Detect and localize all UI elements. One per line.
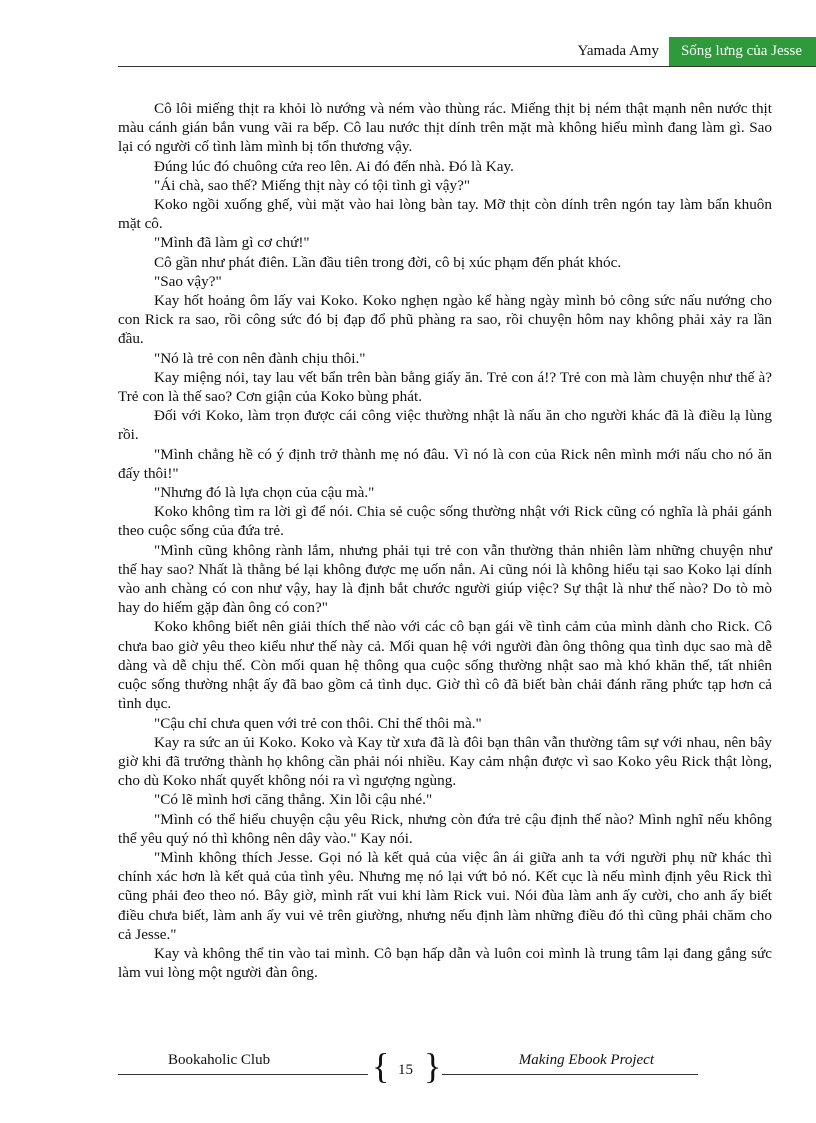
header-divider — [118, 66, 816, 67]
page-header — [578, 37, 816, 66]
paragraph: "Ái chà, sao thế? Miếng thịt này có tội tình gì vậy?" — [154, 176, 471, 194]
footer-project-name: Making Ebook Project — [518, 1052, 654, 1068]
paragraph: Koko ngồi xuống ghế, vùi mặt vào hai lòng bàn tay. Mỡ thịt còn dính trên ngón tay làm bẩn khuôn mặt cô. — [118, 196, 772, 233]
footer-divider-left — [118, 1074, 368, 1075]
paragraph: Cô lôi miếng thịt ra khỏi lò nướng và ném vào thùng rác. Miếng thịt bị ném thật mạnh nên nước thịt màu cánh gián bắn vung vãi ra bếp. Cô lau nước thịt dính trên mặt mà không hiểu mình đang làm gì. Sao lại có người cố tình làm mình bị tổn thương vậy. — [118, 100, 772, 156]
footer-brace-right: } — [424, 1046, 442, 1086]
paragraph: Cô gần như phát điên. Lần đầu tiên trong đời, cô bị xúc phạm đến phát khóc. — [154, 253, 622, 271]
header-author: Yamada Amy — [577, 43, 659, 59]
paragraph: "Mình không thích Jesse. Gọi nó là kết quả của việc ân ái giữa anh ta với người phụ nữ khác thì chính xác hơn là kết quả của tình yêu. Nhưng mẹ nó lại vứt bỏ nó. Kết cục là nếu mình định yêu Rick thì cũng phải đeo theo nó. Bây giờ, mình rất vui khi làm Rick vui. Nói đùa làm anh ấy cười, cho anh ấy biết điều chưa biết, làm anh ấy vui vẻ trên giường, nhưng nếu định làm những điều đó thì cũng phải chăm cho cả Jesse." — [118, 848, 772, 943]
footer-divider-right — [442, 1074, 698, 1075]
footer-club-name: Bookaholic Club — [168, 1052, 271, 1068]
paragraph: "Có lẽ mình hơi căng thẳng. Xin lỗi cậu nhé." — [154, 791, 433, 809]
paragraph: "Mình có thể hiểu chuyện cậu yêu Rick, nhưng còn đứa trẻ cậu định thế nào? Mình nghĩ nếu không thể yêu quý nó thì không nên dây vào." Kay nói. — [118, 810, 772, 847]
paragraph: Kay hốt hoảng ôm lấy vai Koko. Koko nghẹn ngào kể hàng ngày mình bỏ công sức nấu nướng cho con Rick ra sao, rồi công sức đó bị đạp đổ phũ phàng ra sao, rồi chuyện hôm nay không phải xảy ra lần đầu. — [118, 292, 772, 348]
paragraph: Koko không tìm ra lời gì để nói. Chia sẻ cuộc sống thường nhật với Rick cũng có nghĩa là phải gánh theo cuộc sống của đứa trẻ. — [118, 503, 772, 540]
paragraph: Đúng lúc đó chuông cửa reo lên. Ai đó đến nhà. Đó là Kay. — [154, 157, 514, 175]
paragraph: "Nó là trẻ con nên đành chịu thôi." — [154, 349, 366, 367]
paragraph: "Nhưng đó là lựa chọn của cậu mà." — [154, 484, 375, 502]
paragraph: Kay ra sức an ủi Koko. Koko và Kay từ xưa đã là đôi bạn thân vẫn thường tâm sự với nhau, nên bây giờ khi đã trưởng thành họ không cần phải nói nhiều. Kay cảm nhận được vì sao Koko yêu Rick thật lòng, cho dù Koko nhất quyết không nói ra vì ngượng ngùng. — [118, 733, 772, 790]
page-body — [118, 99, 772, 982]
footer-brace-left: { — [372, 1046, 390, 1086]
paragraph: Koko không biết nên giải thích thế nào với các cô bạn gái về tình cảm của mình dành cho Rick. Cô chưa bao giờ yêu theo kiểu như thế này cả. Mối quan hệ với người đàn ông thông qua tình dục sao mà dễ dàng và dễ chịu thế. Còn mối quan hệ thông qua cuộc sống thường nhật sao mà khó khăn thế, tất nhiên cuộc sống thường nhật ấy đã bao gồm cả tình dục. Giờ thì cô đã biết bàn chải đánh răng phức tạp hơn cả tình dục. — [118, 618, 772, 713]
paragraph: "Cậu chỉ chưa quen với trẻ con thôi. Chỉ thế thôi mà." — [154, 714, 482, 732]
paragraph: Kay và không thể tin vào tai mình. Cô bạn hấp dẫn và luôn coi mình là trung tâm lại đang gắng sức làm vui lòng một người đàn ông. — [118, 944, 772, 982]
page-number: 15 — [398, 1062, 413, 1078]
page-footer — [118, 1046, 698, 1096]
paragraph: "Mình chẳng hề có ý định trở thành mẹ nó đâu. Vì nó là con của Rick nên mình mới nấu cho nó ăn đấy thôi!" — [118, 445, 772, 482]
paragraph: "Sao vậy?" — [154, 272, 222, 290]
paragraph: "Mình cũng không rành lắm, nhưng phải tụi trẻ con vẫn thường thản nhiên làm những chuyện như thế hay sao? Nhất là thằng bé lại không được mẹ uốn nắn. Ai cũng nói là không hiểu tại sao Koko lại dính vào anh chàng có con như vậy, hay là định bắt chước người giúp việc? Sự thật là như thế nào? Do tò mò hay do hiếm gặp đàn ông có con?" — [118, 541, 772, 617]
paragraph: Đối với Koko, làm trọn được cái công việc thường nhật là nấu ăn cho người khác đã là điều lạ lùng rồi. — [118, 407, 772, 444]
paragraph: "Mình đã làm gì cơ chứ!" — [154, 234, 310, 252]
paragraph: Kay miệng nói, tay lau vết bẩn trên bàn bằng giấy ăn. Trẻ con á!? Trẻ con mà làm chuyện như thế à? Trẻ con là thế sao? Cơn giận của Koko bùng phát. — [118, 368, 772, 406]
header-book-title: Sống lưng của Jesse — [669, 37, 816, 66]
